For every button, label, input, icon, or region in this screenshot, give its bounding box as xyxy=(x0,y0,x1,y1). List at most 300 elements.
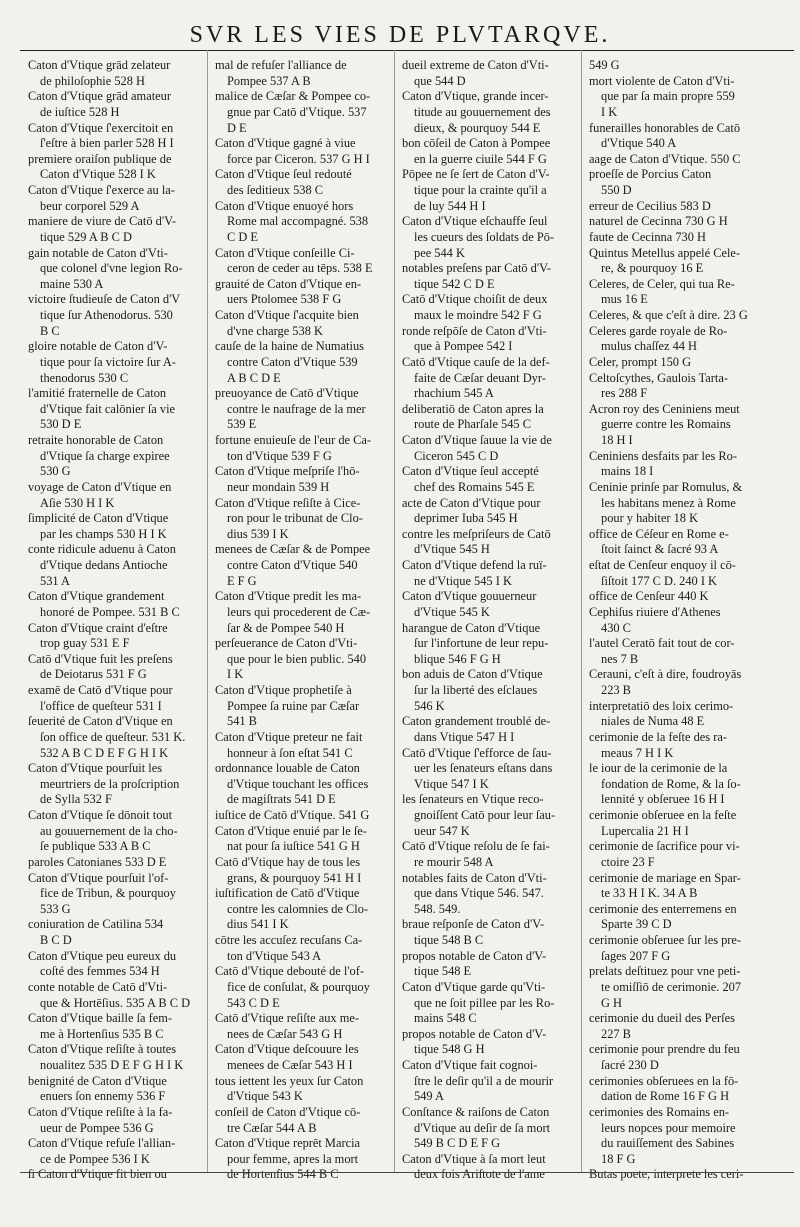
entry-continuation-line: contre le naufrage de la mer xyxy=(227,401,366,416)
index-entry xyxy=(215,886,393,933)
entry-headword-line: mal de refuſer l'alliance de xyxy=(215,58,347,72)
entry-continuation-line: blique 546 F G H xyxy=(414,651,501,666)
index-entry xyxy=(589,449,789,480)
index-entry xyxy=(589,667,789,698)
entry-continuation-line: uer les ſenateurs eſtans dans xyxy=(414,761,553,776)
entry-headword-line: preuoyance de Catō d'Vtique xyxy=(215,386,359,401)
index-entry xyxy=(402,324,580,355)
index-entry xyxy=(28,339,206,386)
entry-continuation-line: que colonel d'vne legion Ro- xyxy=(40,261,183,276)
index-entry xyxy=(215,277,393,308)
entry-continuation-line: 548. 549. xyxy=(414,901,461,916)
index-entry xyxy=(402,1105,580,1152)
index-entry xyxy=(28,246,206,293)
index-entry xyxy=(589,199,789,215)
entry-headword-line: cerimonie pour prendre du feu xyxy=(589,1042,740,1057)
entry-continuation-line: ſages 207 F G xyxy=(601,948,671,963)
entry-continuation-line: honneur à ſon eſtat 541 C xyxy=(227,745,353,760)
index-entry xyxy=(215,167,393,198)
entry-headword-line: Caton d'Vtique predit les ma- xyxy=(215,589,362,604)
index-entry xyxy=(402,558,580,589)
index-entry xyxy=(402,58,580,89)
entry-headword-line: paroles Catonianes 533 D E xyxy=(28,854,167,869)
entry-headword-line: Caton d'Vtique reſiſte à Cice- xyxy=(215,495,361,510)
index-entry xyxy=(589,58,789,74)
entry-continuation-line: tique 542 C D E xyxy=(414,276,495,291)
index-entry xyxy=(402,714,580,745)
entry-headword-line: faute de Cecinna 730 H xyxy=(589,229,706,244)
index-entry xyxy=(28,589,206,620)
entry-continuation-line: lennité y obſeruee 16 H I xyxy=(601,792,725,807)
entry-continuation-line: ſur l'infortune de leur repu- xyxy=(414,636,549,651)
entry-continuation-line: uers Ptolomee 538 F G xyxy=(227,292,342,307)
entry-continuation-line: nes 7 B xyxy=(601,651,639,666)
entry-continuation-line: deprimer Iuba 545 H xyxy=(414,511,518,526)
index-entry xyxy=(589,277,789,308)
entry-continuation-line: niales de Numa 48 E xyxy=(601,714,705,729)
entry-continuation-line: mains 18 I xyxy=(601,464,654,479)
column-separator xyxy=(207,50,208,1172)
entry-continuation-line: ſon office de queſteur. 531 K. xyxy=(40,729,186,744)
entry-continuation-line: dius 541 I K xyxy=(227,917,289,932)
entry-continuation-line: grans, & pourquoy 541 H I xyxy=(227,870,362,885)
entry-headword-line: Caton d'Vtique ſ'exerce au la- xyxy=(28,183,175,197)
index-entry xyxy=(589,371,789,402)
entry-headword-line: ſimplicité de Caton d'Vtique xyxy=(28,511,169,526)
entry-continuation-line: mus 16 E xyxy=(601,292,648,307)
index-column-1 xyxy=(28,58,206,1182)
entry-continuation-line: de Deiotarus 531 F G xyxy=(40,667,147,682)
entry-headword-line: maniere de viure de Catō d'V- xyxy=(28,214,177,229)
index-entry xyxy=(589,871,789,902)
index-entry xyxy=(28,855,206,871)
entry-continuation-line: deux fois Ariſtote de l'ame xyxy=(414,1167,545,1182)
index-entry xyxy=(589,902,789,933)
entry-headword-line: ſi Caton d'Vtique fit bien ou xyxy=(28,1167,167,1182)
entry-continuation-line: pour femme, apres la mort xyxy=(227,1151,359,1166)
index-entry xyxy=(402,949,580,980)
index-entry xyxy=(402,746,580,793)
index-entry xyxy=(402,1152,580,1183)
entry-headword-line: Caton d'Vtique baille ſa fem- xyxy=(28,1011,172,1026)
entry-continuation-line: Rome mal accompagné. 538 xyxy=(227,214,369,229)
index-entry xyxy=(589,308,789,324)
index-entry xyxy=(589,152,789,168)
entry-continuation-line: tre Cæſar 544 A B xyxy=(227,1120,317,1135)
index-entry xyxy=(589,246,789,277)
entry-continuation-line: d'Vtique au deſir de ſa mort xyxy=(414,1120,551,1135)
entry-headword-line: Caton d'Vtique refuſe l'allian- xyxy=(28,1136,176,1151)
entry-headword-line: Caton d'Vtique fait cognoi- xyxy=(402,1058,538,1072)
entry-headword-line: Ceniniens desfaits par les Ro- xyxy=(589,448,737,463)
entry-headword-line: premiere oraiſon publique de xyxy=(28,151,172,166)
entry-continuation-line: du rauiſſement des Sabines xyxy=(601,1136,735,1151)
entry-continuation-line: Caton d'Vtique 528 I K xyxy=(40,167,156,182)
index-column-4 xyxy=(589,58,789,1182)
entry-continuation-line: te omiſſiō de cerimonie. 207 xyxy=(601,979,742,994)
entry-continuation-line: Lupercalia 21 H I xyxy=(601,823,689,838)
index-entry xyxy=(402,667,580,714)
index-entry xyxy=(215,636,393,683)
entry-continuation-line: menees de Cæſar 543 H I xyxy=(227,1058,353,1072)
entry-headword-line: bon cōſeil de Caton à Pompee xyxy=(402,136,551,151)
entry-continuation-line: de luy 544 H I xyxy=(414,198,486,213)
index-column-2 xyxy=(215,58,393,1182)
index-entry xyxy=(28,980,206,1011)
entry-headword-line: Catō d'Vtique reſolu de ſe fai- xyxy=(402,839,550,854)
entry-continuation-line: d'Vtique 545 K xyxy=(414,604,490,619)
entry-headword-line: Catō d'Vtique reſiſte aux me- xyxy=(215,1011,359,1026)
entry-headword-line: conſeil de Caton d'Vtique cō- xyxy=(215,1104,361,1119)
entry-headword-line: contre les meſpriſeurs de Catō xyxy=(402,526,551,541)
entry-continuation-line: B C D xyxy=(40,933,72,947)
entry-continuation-line: 539 E xyxy=(227,417,257,432)
entry-continuation-line: de Hortenſius 544 B C xyxy=(227,1167,339,1182)
index-entry xyxy=(28,1167,206,1183)
entry-headword-line: Caton d'Vtique ſ'exercitoit en xyxy=(28,120,174,135)
index-entry xyxy=(215,89,393,136)
entry-headword-line: ordonnance louable de Caton xyxy=(215,761,360,776)
entry-headword-line: examē de Catō d'Vtique pour xyxy=(28,683,173,697)
index-column-3 xyxy=(402,58,580,1182)
entry-continuation-line: 18 F G xyxy=(601,1151,636,1166)
index-entry xyxy=(28,714,206,761)
entry-headword-line: Caton d'Vtique ſeul accepté xyxy=(402,464,539,479)
entry-continuation-line: ſacré 230 D xyxy=(601,1058,659,1072)
index-entry xyxy=(589,636,789,667)
index-entry xyxy=(402,871,580,918)
index-entry xyxy=(589,1042,789,1073)
entry-continuation-line: fondation de Rome, & la ſo- xyxy=(601,776,741,791)
entry-continuation-line: meurtriers de la proſcription xyxy=(40,776,180,791)
entry-continuation-line: 549 B C D E F G xyxy=(414,1136,501,1151)
entry-continuation-line: Aſie 530 H I K xyxy=(40,495,115,510)
index-entry xyxy=(28,292,206,339)
index-entry xyxy=(402,589,580,620)
entry-headword-line: Quintus Metellus appelé Cele- xyxy=(589,245,741,260)
index-entry xyxy=(215,542,393,589)
index-entry xyxy=(589,480,789,527)
index-entry xyxy=(402,261,580,292)
index-entry xyxy=(589,808,789,839)
entry-headword-line: Celeres garde royale de Ro- xyxy=(589,323,728,338)
entry-headword-line: erreur de Cecilius 583 D xyxy=(589,198,711,213)
entry-headword-line: naturel de Cecinna 730 G H xyxy=(589,214,728,229)
entry-headword-line: 549 G xyxy=(589,58,620,72)
entry-headword-line: tous iettent les yeux ſur Caton xyxy=(215,1073,364,1088)
index-entry xyxy=(215,464,393,495)
index-entry xyxy=(402,464,580,495)
index-entry xyxy=(215,1074,393,1105)
index-entry xyxy=(589,1167,789,1183)
entry-continuation-line: titude au gouuernement des xyxy=(414,104,551,119)
entry-headword-line: Catō d'Vtique ſ'efforce de ſau- xyxy=(402,745,552,760)
entry-continuation-line: thenodorus 530 C xyxy=(40,370,129,385)
entry-continuation-line: E F G xyxy=(227,573,257,588)
entry-continuation-line: que pour le bien public. 540 xyxy=(227,651,367,666)
entry-continuation-line: les cueurs des ſoldats de Pō- xyxy=(414,229,555,244)
entry-continuation-line: gnue par Catō d'Vtique. 537 xyxy=(227,104,367,119)
entry-headword-line: Caton d'Vtique grād amateur xyxy=(28,89,171,104)
index-entry xyxy=(589,121,789,152)
entry-headword-line: Butas poete, interprete les ceri- xyxy=(589,1167,744,1182)
entry-continuation-line: force par Ciceron. 537 G H I xyxy=(227,151,370,166)
entry-headword-line: funerailles honorables de Catō xyxy=(589,120,741,135)
entry-headword-line: Celeres, & que c'eſt à dire. 23 G xyxy=(589,308,748,322)
entry-continuation-line: gnoiſſent Catō pour leur ſau- xyxy=(414,808,556,822)
entry-continuation-line: d'Vtique dedans Antioche xyxy=(40,558,168,572)
entry-continuation-line: chef des Romains 545 E xyxy=(414,479,535,494)
index-entry xyxy=(215,496,393,543)
entry-headword-line: l'autel Ceratō fait tout de cor- xyxy=(589,636,735,651)
entry-headword-line: menees de Cæſar & de Pompee xyxy=(215,542,371,557)
entry-headword-line: Caton d'Vtique enuié par le ſe- xyxy=(215,823,367,838)
entry-headword-line: Caton grandement troublé de- xyxy=(402,714,551,729)
entry-headword-line: Caton d'Vtique pourſuit l'of- xyxy=(28,870,169,885)
entry-continuation-line: fice de Tribun, & pourquoy xyxy=(40,886,176,901)
entry-continuation-line: que ne ſoit pillee par les Ro- xyxy=(414,995,555,1010)
entry-continuation-line: maine 530 A xyxy=(40,276,104,291)
entry-headword-line: dueil extreme de Caton d'Vti- xyxy=(402,58,549,72)
index-entry xyxy=(402,292,580,323)
entry-headword-line: gain notable de Caton d'Vti- xyxy=(28,245,168,260)
index-entry xyxy=(402,136,580,167)
entry-headword-line: cerimonie obſeruee ſur les pre- xyxy=(589,933,742,947)
entry-continuation-line: d'Vtique 543 K xyxy=(227,1089,303,1104)
index-entry xyxy=(589,1074,789,1105)
index-entry xyxy=(589,74,789,121)
index-entry xyxy=(215,933,393,964)
entry-continuation-line: de magiſtrats 541 D E xyxy=(227,792,336,807)
index-entry xyxy=(28,480,206,511)
entry-headword-line: Caton d'Vtique defend la ruï- xyxy=(402,558,547,572)
entry-headword-line: cerimonie des enterremens en xyxy=(589,901,737,916)
entry-headword-line: office de Céſeur en Rome e- xyxy=(589,526,729,541)
entry-continuation-line: beur corporel 529 A xyxy=(40,198,140,213)
index-entry xyxy=(589,558,789,589)
index-entry xyxy=(28,121,206,152)
entry-continuation-line: enuers ſon ennemy 536 F xyxy=(40,1089,166,1104)
index-entry xyxy=(28,652,206,683)
entry-headword-line: Acron roy des Ceniniens meut xyxy=(589,401,740,416)
entry-continuation-line: Pompee 537 A B xyxy=(227,73,311,88)
entry-headword-line: notables faits de Caton d'Vti- xyxy=(402,870,547,885)
index-entry xyxy=(402,167,580,214)
index-entry xyxy=(215,339,393,386)
entry-headword-line: cerimonies des Romains en- xyxy=(589,1104,730,1119)
index-entry xyxy=(215,386,393,433)
index-entry xyxy=(215,199,393,246)
entry-continuation-line: leurs nopces pour memoire xyxy=(601,1120,736,1135)
entry-continuation-line: leurs qui procederent de Cæ- xyxy=(227,604,371,619)
entry-continuation-line: 530 D E xyxy=(40,417,82,432)
column-separator xyxy=(581,50,582,1172)
index-entry xyxy=(402,355,580,402)
entry-continuation-line: 533 G xyxy=(40,901,71,916)
entry-headword-line: Catō d'Vtique cauſe de la def- xyxy=(402,354,550,369)
index-entry xyxy=(215,1011,393,1042)
entry-headword-line: grauité de Caton d'Vtique en- xyxy=(215,276,362,291)
entry-continuation-line: dation de Rome 16 F G H xyxy=(601,1089,730,1104)
index-entry xyxy=(215,730,393,761)
entry-headword-line: Caton d'Vtique ſeul redouté xyxy=(215,167,352,182)
entry-continuation-line: 223 B xyxy=(601,683,631,697)
entry-continuation-line: tique 548 G H xyxy=(414,1042,485,1057)
column-separator xyxy=(394,50,395,1172)
index-entry xyxy=(589,730,789,761)
entry-continuation-line: ne d'Vtique 545 I K xyxy=(414,573,512,588)
entry-continuation-line: res 288 F xyxy=(601,386,648,401)
entry-continuation-line: contre Caton d'Vtique 539 xyxy=(227,354,358,369)
index-entry xyxy=(215,761,393,808)
entry-continuation-line: tique 548 E xyxy=(414,964,472,979)
entry-headword-line: cōtre les accuſez recuſans Ca- xyxy=(215,933,363,947)
index-entry xyxy=(589,1011,789,1042)
entry-headword-line: Caton d'Vtique deſcouure les xyxy=(215,1042,359,1057)
entry-headword-line: Caton d'Vtique peu eureux du xyxy=(28,948,177,963)
index-entry xyxy=(589,527,789,558)
entry-continuation-line: me à Hortenſius 535 B C xyxy=(40,1026,164,1041)
entry-continuation-line: 546 K xyxy=(414,698,445,713)
entry-continuation-line: 227 B xyxy=(601,1026,631,1041)
entry-headword-line: interpretatiō des loix cerimo- xyxy=(589,698,734,713)
entry-continuation-line: l'office de queſteur 531 I xyxy=(40,698,162,713)
entry-headword-line: Caton d'Vtique à ſa mort leut xyxy=(402,1151,546,1166)
index-entry xyxy=(589,605,789,636)
index-entry xyxy=(215,855,393,886)
index-entry xyxy=(402,792,580,839)
entry-headword-line: Caton d'Vtique, grande incer- xyxy=(402,89,549,104)
index-entry xyxy=(28,1105,206,1136)
index-entry xyxy=(402,621,580,668)
index-entry xyxy=(589,1105,789,1168)
entry-continuation-line: faite de Cæſar deuant Dyr- xyxy=(414,370,546,385)
entry-headword-line: Catō d'Vtique debouté de l'of- xyxy=(215,964,364,979)
entry-continuation-line: noualitez 535 D E F G H I K xyxy=(40,1058,184,1072)
entry-headword-line: Caton d'Vtique prophetiſe à xyxy=(215,683,352,697)
entry-continuation-line: que par ſa main propre 559 xyxy=(601,89,735,104)
entry-continuation-line: A B C D E xyxy=(227,370,281,385)
entry-continuation-line: 531 A xyxy=(40,573,70,588)
entry-continuation-line: tique 548 B C xyxy=(414,933,484,947)
entry-headword-line: deliberatiō de Caton apres la xyxy=(402,401,544,416)
index-entry xyxy=(28,511,206,542)
index-entry xyxy=(589,839,789,870)
entry-continuation-line: 530 G xyxy=(40,464,71,479)
entry-continuation-line: en la guerre ciuile 544 F G xyxy=(414,151,547,166)
index-entry xyxy=(589,230,789,246)
entry-continuation-line: tique pour la crainte qu'il a xyxy=(414,183,547,197)
entry-headword-line: les ſenateurs en Vtique reco- xyxy=(402,792,544,807)
entry-continuation-line: ce de Pompee 536 I K xyxy=(40,1151,150,1166)
index-entry xyxy=(215,433,393,464)
entry-continuation-line: nat pour ſa iuſtice 541 G H xyxy=(227,839,360,854)
entry-continuation-line: de iuſtice 528 H xyxy=(40,104,120,119)
entry-headword-line: iuſtification de Catō d'Vtique xyxy=(215,886,360,901)
entry-continuation-line: fice de conſulat, & pourquoy xyxy=(227,979,370,994)
entry-continuation-line: par les champs 530 H I K xyxy=(40,526,167,541)
entry-continuation-line: mains 548 C xyxy=(414,1011,477,1026)
entry-headword-line: retraite honorable de Caton xyxy=(28,433,164,447)
index-entry xyxy=(28,1011,206,1042)
entry-continuation-line: ſtre le deſir qu'il a de mourir xyxy=(414,1073,554,1088)
index-entry xyxy=(28,386,206,433)
entry-headword-line: cerimonie du dueil des Perſes xyxy=(589,1011,735,1026)
entry-continuation-line: guerre contre les Romains xyxy=(601,417,731,432)
index-entry xyxy=(402,214,580,261)
entry-continuation-line: que 544 D xyxy=(414,73,466,88)
entry-continuation-line: meaus 7 H I K xyxy=(601,745,674,760)
entry-continuation-line: dans Vtique 547 H I xyxy=(414,729,515,744)
entry-headword-line: cerimonie de ſacrifice pour vi- xyxy=(589,839,740,854)
entry-headword-line: Celer, prompt 150 G xyxy=(589,354,692,369)
entry-continuation-line: pour y habiter 18 K xyxy=(601,511,699,526)
entry-headword-line: propos notable de Caton d'V- xyxy=(402,948,547,963)
entry-headword-line: le iour de la cerimonie de la xyxy=(589,761,728,776)
entry-continuation-line: ueur de Pompee 536 G xyxy=(40,1120,154,1135)
entry-headword-line: Caton d'Vtique eſchauffe ſeul xyxy=(402,214,548,229)
entry-continuation-line: honoré de Pompee. 531 B C xyxy=(40,604,180,619)
index-entry xyxy=(402,1027,580,1058)
entry-headword-line: Caton d'Vtique ſe dōnoit tout xyxy=(28,808,173,822)
entry-continuation-line: maux le moindre 542 F G xyxy=(414,308,542,322)
entry-headword-line: benignité de Caton d'Vtique xyxy=(28,1073,167,1088)
index-entry xyxy=(28,433,206,480)
index-entry xyxy=(28,183,206,214)
index-entry xyxy=(215,964,393,1011)
index-entry xyxy=(402,917,580,948)
entry-headword-line: l'amitié fraternelle de Caton xyxy=(28,386,167,401)
entry-headword-line: aage de Caton d'Vtique. 550 C xyxy=(589,151,741,166)
entry-headword-line: Caton d'Vtique gagné à viue xyxy=(215,136,356,151)
entry-continuation-line: re mourir 548 A xyxy=(414,854,494,869)
entry-headword-line: cerimonie obſeruee en la feſte xyxy=(589,808,737,822)
running-head: SVR LES VIES DE PLVTARQVE. xyxy=(189,22,611,48)
index-entry xyxy=(402,980,580,1027)
index-entry xyxy=(589,699,789,730)
index-entry xyxy=(589,589,789,605)
index-entry xyxy=(215,824,393,855)
entry-headword-line: conte notable de Catō d'Vti- xyxy=(28,979,168,994)
entry-continuation-line: I K xyxy=(227,667,244,682)
entry-headword-line: Caton d'Vtique grād zelateur xyxy=(28,58,171,72)
entry-headword-line: Caton d'Vtique craint d'eſtre xyxy=(28,620,168,635)
entry-headword-line: Conſtance & raiſons de Caton xyxy=(402,1104,550,1119)
index-entry xyxy=(28,621,206,652)
entry-continuation-line: dieux, & pourquoy 544 E xyxy=(414,120,541,135)
index-entry xyxy=(28,542,206,589)
entry-continuation-line: Sparte 39 C D xyxy=(601,917,672,932)
entry-headword-line: cerimonies obſeruees en la fō- xyxy=(589,1073,739,1088)
entry-continuation-line: de Sylla 532 F xyxy=(40,792,112,807)
index-entry xyxy=(402,527,580,558)
index-entry xyxy=(215,58,393,89)
entry-headword-line: Caton d'Vtique reſiſte à la fa- xyxy=(28,1104,173,1119)
index-entry xyxy=(215,1136,393,1183)
entry-continuation-line: d'vne charge 538 K xyxy=(227,323,323,338)
entry-headword-line: perſeuerance de Caton d'Vti- xyxy=(215,636,358,651)
entry-headword-line: gloire notable de Caton d'V- xyxy=(28,339,168,354)
entry-continuation-line: ceron de ceder au tēps. 538 E xyxy=(227,261,373,276)
entry-continuation-line: que & Hortēſius. 535 A B C D xyxy=(40,995,191,1010)
entry-continuation-line: dius 539 I K xyxy=(227,526,289,541)
entry-continuation-line: que dans Vtique 546. 547. xyxy=(414,886,544,901)
entry-continuation-line: nees de Cæſar 543 G H xyxy=(227,1026,343,1041)
entry-headword-line: Caton d'Vtique reſiſte à toutes xyxy=(28,1042,177,1057)
entry-continuation-line: d'Vtique fait calōnier ſa vie xyxy=(40,401,176,416)
entry-headword-line: Caton d'Vtique meſpriſe l'hō- xyxy=(215,464,360,479)
index-entry xyxy=(589,167,789,198)
